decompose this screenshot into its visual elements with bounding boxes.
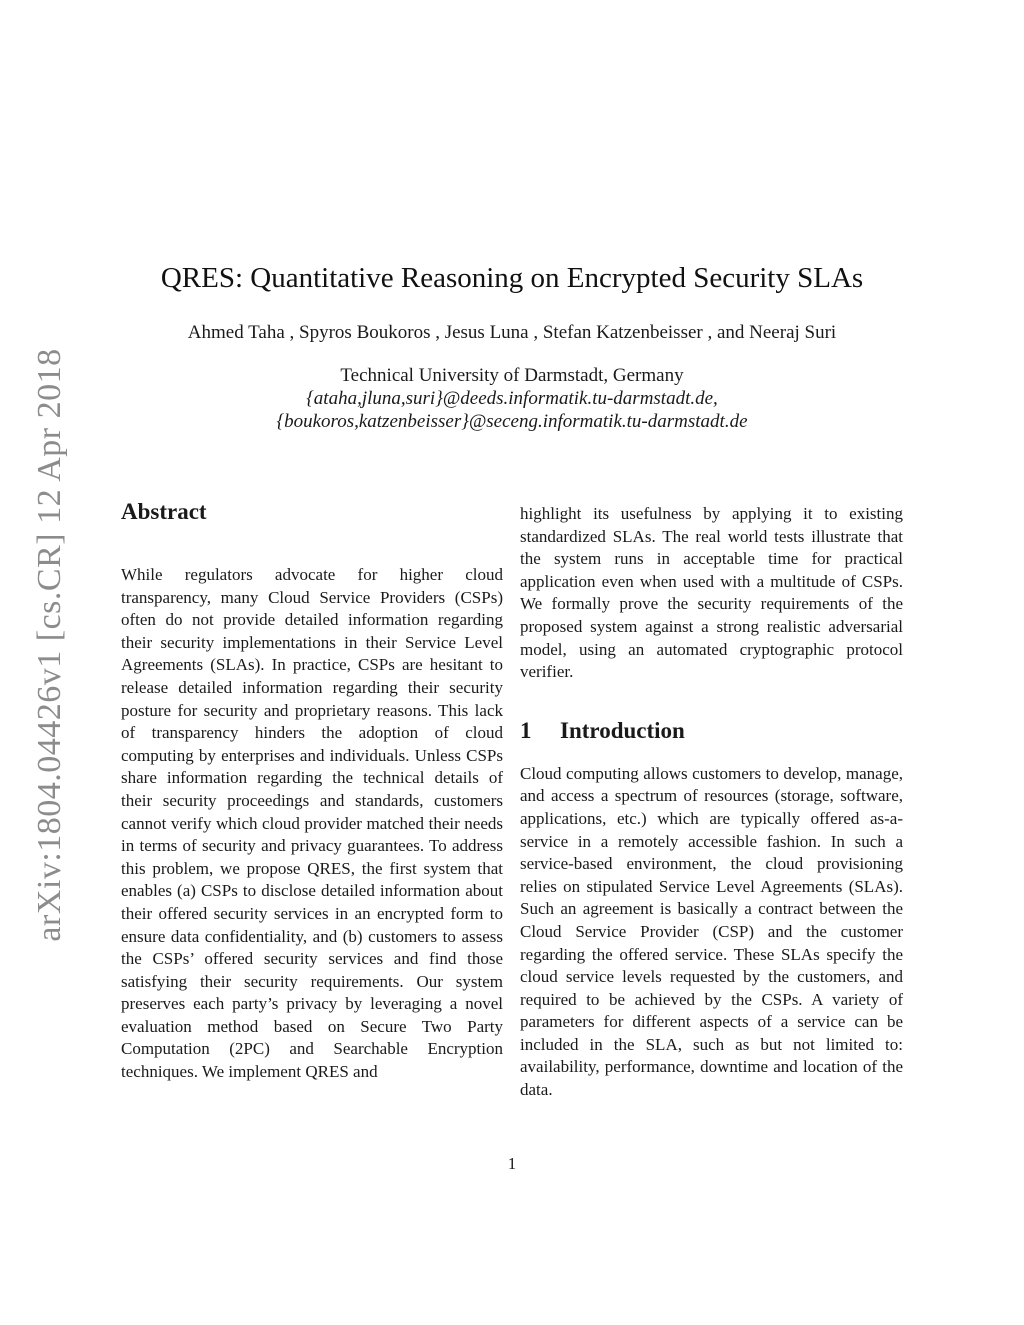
abstract-text: While regulators advocate for higher cloud transparency, many Cloud Service Providers (CSPs) often do not provide detailed information regarding their security implementations in their Service Level Agreements (SLAs). In practice, CSPs are hesitant to release detailed information regarding their security posture for security and proprietary reasons. This lack of transparency hinders the adoption of cloud computing by enterprises and individuals. Unless CSPs share information regarding the technical details of their security proceedings and standards, customers cannot verify which cloud provider matched their needs in terms of security and privacy guarantees. To address this problem, we propose QRES, the first system that enables (a) CSPs to disclose detailed information about their offered security services in an encrypted form to ensure data confidentiality, and (b) customers to assess the CSPs’ offered security services and find those satisfying their security requirements. Our system preserves each party’s privacy by leveraging a novel evaluation method based on Secure Two Party Computation (2PC) and Searchable Encryption techniques. We implement QRES and [121, 565, 503, 1082]
institution: Technical University of Darmstadt, Germany [340, 365, 684, 386]
introduction-text: Cloud computing allows customers to develop, manage, and access a spectrum of resources (storage, software, applications, etc.) which are typically offered as-a-service in a remotely accessible fashion. In such a service-based environment, the cloud provisioning relies on stipulated Service Level Agreements (SLAs). Such an agreement is basically a contract between the Cloud Service Provider (CSP) and the customer regarding the offered service. These SLAs specify the cloud service levels requested by the customers, and required to be achieved by the CSPs. A variety of parameters for different aspects of a service can be included in the SLA, such as but not limited to: availability, performance, downtime and location of the data. [520, 763, 903, 1100]
page-number: 1 [507, 1154, 517, 1173]
section-number: 1 [520, 717, 532, 743]
right-column [520, 503, 903, 1102]
arxiv-identifier: arXiv:1804.04426v1 [cs.CR] 12 Apr 2018 [31, 348, 68, 942]
email-line-1: {ataha,jluna,suri}@deeds.informatik.tu-darmstadt.de, [306, 388, 718, 409]
author-list: Ahmed Taha , Spyros Boukoros , Jesus Luna , Stefan Katzenbeisser , and Neeraj Suri [187, 322, 837, 343]
abstract-continuation: highlight its usefulness by applying it to existing standardized SLAs. The real world tests illustrate that the system runs in acceptable time for practical application even when used with a multitude of CSPs. We formally prove the security requirements of the proposed system against a strong realistic adversarial model, using an automated cryptographic protocol verifier. [520, 504, 903, 682]
abstract-heading: Abstract [121, 499, 207, 524]
email-line-2: {boukoros,katzenbeisser}@seceng.informatik.tu-darmstadt.de [276, 411, 748, 432]
left-column [121, 498, 503, 1084]
paper-title: QRES: Quantitative Reasoning on Encrypted Security SLAs [160, 262, 864, 294]
section-heading-introduction [520, 717, 903, 745]
affiliation-block [0, 364, 1024, 433]
section-title: Introduction [560, 717, 685, 743]
